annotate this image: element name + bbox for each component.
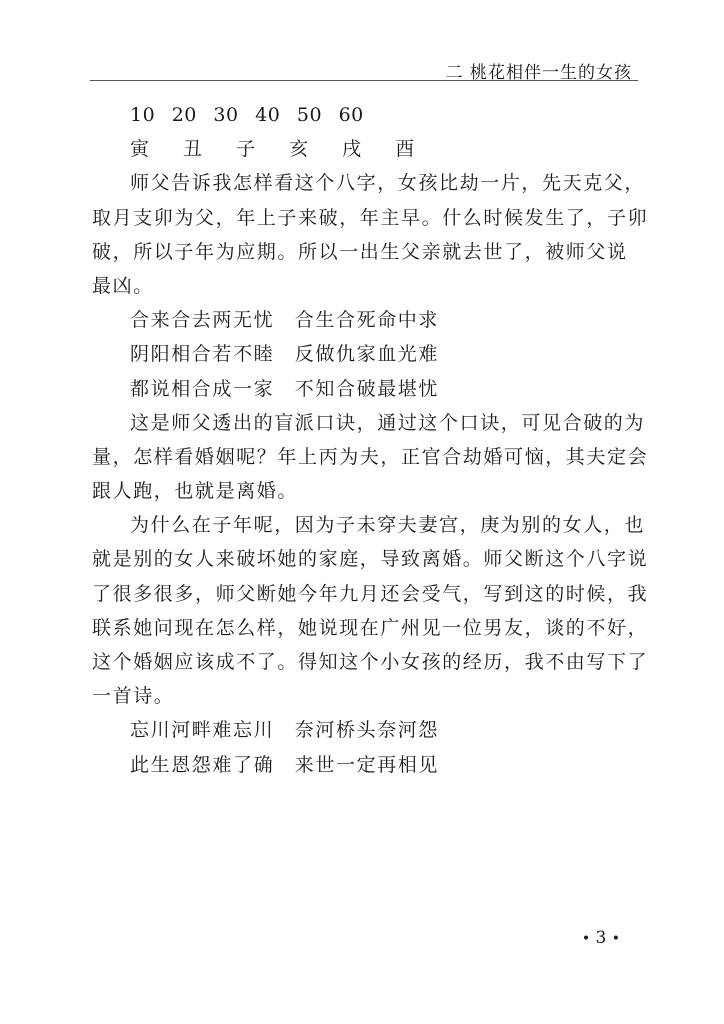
paragraph-line: 为什么在子年呢，因为子未穿夫妻宫，庚为别的女人，也 — [130, 514, 646, 537]
verse-line: 都说相合成一家 不知合破最堪忧 — [130, 377, 440, 400]
folio-bullet-right: • — [611, 931, 620, 947]
paragraph-line: 最凶。 — [92, 274, 154, 297]
poem-line: 忘川河畔难忘川 奈河桥头奈河怨 — [130, 719, 440, 742]
paragraph-line: 这是师父透出的盲派口诀，通过这个口诀，可见合破的为 — [130, 411, 646, 434]
page-number-value: 3 — [595, 928, 607, 948]
chapter-title: 二 桃花相伴一生的女孩 — [445, 63, 632, 83]
paragraph-line: 这个婚姻应该成不了。得知这个小女孩的经历，我不由写下了 — [92, 651, 649, 673]
body-text — [92, 98, 649, 782]
paragraph-line: 跟人跑，也就是离婚。 — [92, 480, 299, 503]
paragraph-line: 取月支卯为父，年上子来破，年主早。什么时候发生了，子卯 — [92, 206, 649, 229]
paragraph-line: 联系她问现在怎么样，她说现在广州见一位男友，谈的不好， — [92, 616, 649, 639]
poem-line: 此生恩怨难了确 来世一定再相见 — [130, 753, 440, 776]
paragraph-line: 一首诗。 — [92, 685, 175, 708]
paragraph-line: 师父告诉我怎样看这个八字，女孩比劫一片，先天克父， — [130, 172, 646, 195]
paragraph-line: 就是别的女人来破坏她的家庭，导致离婚。师父断这个八字说 — [92, 548, 649, 571]
earthly-branches-line: 寅 丑 子 亥 戌 酉 — [130, 138, 429, 161]
paragraph-line: 了很多很多，师父断她今年九月还会受气，写到这的时候，我 — [92, 582, 649, 605]
age-numbers-line: 10 20 30 40 50 60 — [130, 104, 364, 126]
folio-bullet-left: • — [581, 931, 591, 947]
verse-line: 阴阳相合若不睦 反做仇家血光难 — [130, 343, 440, 366]
paragraph-line: 量，怎样看婚姻呢？年上丙为夫，正官合劫婚可恼，其夫定会 — [92, 445, 649, 468]
verse-line: 合来合去两无忧 合生合死命中求 — [130, 309, 440, 332]
paragraph-line: 破，所以子年为应期。所以一出生父亲就去世了，被师父说 — [92, 240, 628, 263]
running-head — [90, 44, 638, 81]
page-number — [582, 928, 620, 948]
